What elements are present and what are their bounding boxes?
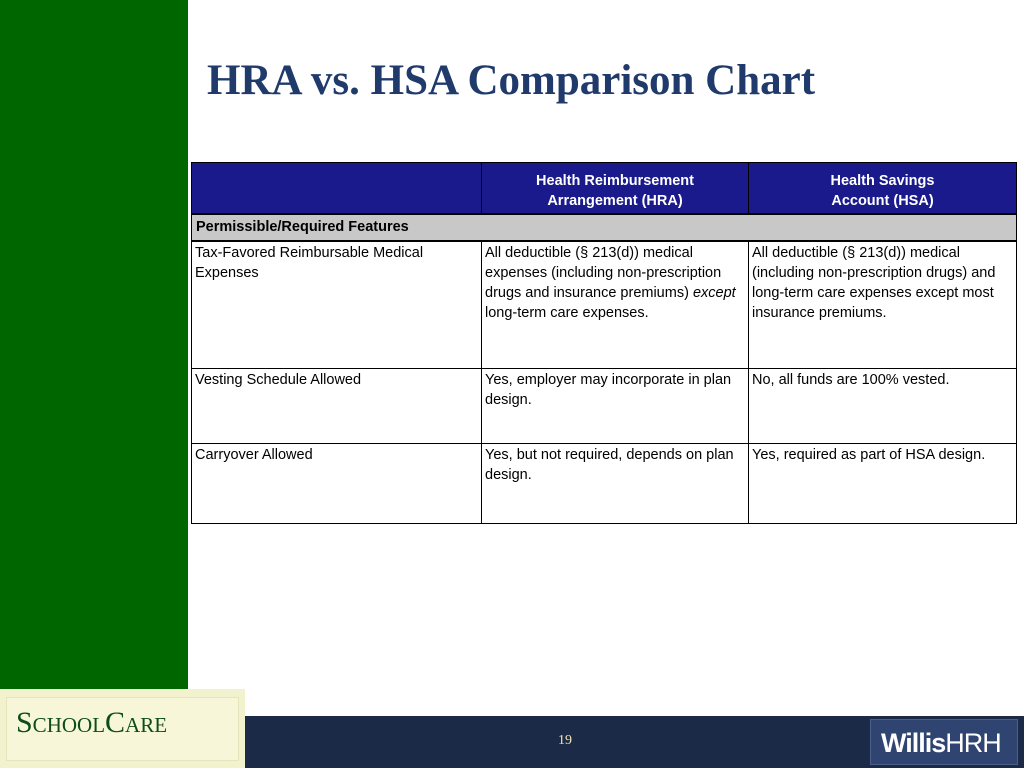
section-row — [192, 214, 1017, 241]
header-hra-line2: Arrangement (HRA) — [547, 193, 683, 209]
willis-hrh-logo — [870, 719, 1018, 765]
hsa-cell: No, all funds are 100% vested. — [749, 369, 1017, 444]
section-label: Permissible/Required Features — [192, 214, 1017, 241]
left-green-bar — [0, 0, 188, 689]
hra-cell — [482, 241, 749, 369]
hra-cell: Yes, but not required, depends on plan design. — [482, 444, 749, 524]
comparison-table — [191, 162, 1017, 524]
willis-hrh-logo-text — [881, 728, 1001, 759]
hra-text-part2: long-term care expenses. — [485, 304, 649, 321]
table-row — [192, 444, 1017, 524]
hra-cell: Yes, employer may incorporate in plan design. — [482, 369, 749, 444]
hrh-logo-word: HRH — [945, 728, 1001, 758]
header-blank-cell — [192, 163, 482, 214]
feature-cell: Carryover Allowed — [192, 444, 482, 524]
table-header-row — [192, 163, 1017, 214]
page-title: HRA vs. HSA Comparison Chart — [207, 57, 816, 104]
hsa-cell: All deductible (§ 213(d)) medical (including non-prescription drugs) and long-term care expenses except most insurance premiums. — [749, 241, 1017, 369]
page-number: 19 — [558, 733, 572, 748]
schoolcare-logo — [0, 689, 245, 768]
hra-emphasis: except — [692, 284, 736, 301]
hra-text-part1: All deductible (§ 213(d)) medical expenses (including non-prescription drugs and insurance premiums) — [485, 244, 722, 301]
hsa-cell: Yes, required as part of HSA design. — [749, 444, 1017, 524]
header-hsa-line2: Account (HSA) — [831, 193, 934, 209]
schoolcare-logo-text: SchoolCare — [16, 706, 168, 739]
feature-cell: Tax-Favored Reimbursable Medical Expenses — [192, 241, 482, 369]
table-row — [192, 369, 1017, 444]
table-row — [192, 241, 1017, 369]
header-hsa-line1: Health Savings — [830, 173, 935, 189]
header-hra-line1: Health Reimbursement — [536, 173, 694, 189]
willis-logo-word: Willis — [881, 728, 946, 758]
header-hra — [482, 163, 749, 214]
header-hsa — [749, 163, 1017, 214]
feature-cell: Vesting Schedule Allowed — [192, 369, 482, 444]
